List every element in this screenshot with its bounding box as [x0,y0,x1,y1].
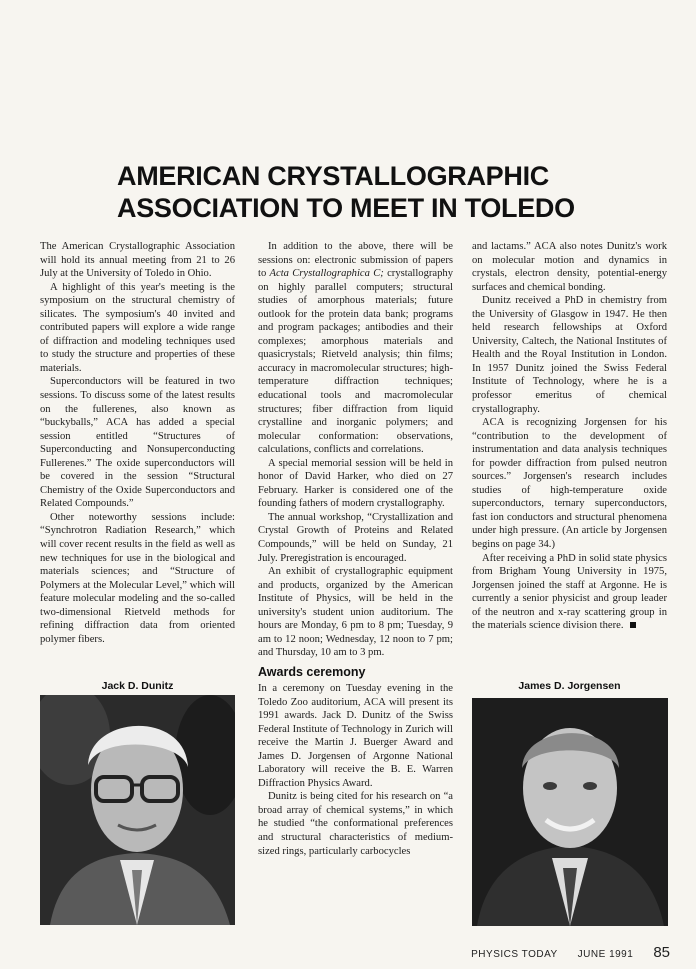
paragraph: Superconductors will be featured in two sessions. To discuss some of the latest results on the fullerenes, also known as “buckyballs,” ACA has added a special session entitled “Structures of Superconducting and Nonsuperconducting Fullerenes.” The oxide superconductors will be covered in the session “Structural Chemistry of the Oxide Superconductors and Related Compounds.” [40,376,235,510]
page-number: 85 [653,944,670,961]
column-3 [472,240,667,633]
text-run: In addition to the above, there will be sessions on: electronic submission of papers to [258,241,453,280]
text-run: crystallography on highly parallel computers; structural studies of amorphous materials; future outlook for the protein data bank; programs and program packages; antibodies and their complexes; amorphous materials and quasicrystals; Rietveld analysis; thin films; accuracy in macromolecular structures; high-temperature diffraction techniques; educational tools and macromolecular structures; fiber diffraction from liquid crystalline and inorganic polymers; and molecular conformation: observations, calculations, conflicts and correlations. [258,268,453,456]
portrait-photo-dunitz [40,695,235,925]
paragraph: In a ceremony on Tuesday evening in the Toledo Zoo auditorium, ACA will present its 1991 awards. Jack D. Dunitz of the Swiss Federal Institute of Technology in Zurich will receive the Martin J. Buerger Award and James D. Jorgensen of Argonne National Laboratory will receive the B. E. Warren Diffraction Physics Award. [258,682,453,789]
column-1 [40,240,235,646]
portrait-jorgensen-icon [472,698,668,926]
journal-title: Acta Crystallographica C; [269,268,384,280]
paragraph: The American Crystallographic Association will hold its annual meeting from 21 to 26 July at the University of Toledo in Ohio. [40,241,235,280]
photo-caption-jorgensen: James D. Jorgensen [518,680,621,692]
text-run: After receiving a PhD in solid state physics from Brigham Young University in 1975, Jorgensen joined the staff at Argonne. He is currently a senior physicist and group leader of the neutron and x-ray scattering group in the materials science division there. [472,552,667,632]
paragraph: and lactams.” ACA also notes Dunitz's work on molecular motion and dynamics in crystals, electron density, potential-energy surfaces and chemical bonding. [472,241,667,293]
headline-line-2: ASSOCIATION TO MEET IN TOLEDO [117,193,575,223]
paragraph: ACA is recognizing Jorgensen for his “contribution to the development of instrumentation and data analysis techniques for powder diffraction from pulsed neutron sources.” Jorgensen's research includes studies of high-temperature oxide superconductors, ternary superconductors, fast ion conductors and structural phenomena under high pressure. (An article by Jorgensen begins on page 34.) [472,417,667,551]
paragraph: A special memorial session will be held in honor of David Harker, who died on 27 February. Harker is considered one of the founding fathers of modern crystallography. [258,457,453,510]
article-headline [117,160,587,224]
magazine-name: PHYSICS TODAY [471,949,558,960]
photo-caption-dunitz: Jack D. Dunitz [101,680,174,692]
section-subhead: Awards ceremony [258,664,366,679]
paragraph: Dunitz received a PhD in chemistry from the University of Glasgow in 1947. He then held research fellowships at Oxford University, Caltech, the National Institutes of Health and the Royal Institution in London. In 1957 Dunitz joined the Swiss Federal Institute of Technology, where he is a professor emeritus of chemical crystallography. [472,295,667,415]
paragraph [472,552,667,633]
portrait-photo-jorgensen [472,698,668,926]
column-2 [258,240,453,858]
paragraph [258,240,453,457]
paragraph: A highlight of this year's meeting is the symposium on the structural chemistry of silicates. The symposium's 40 invited and contributed papers will explore a wide range of diffraction and modeling techniques used to study the structure and properties of these materials. [40,281,235,374]
paragraph: The annual workshop, “Crystallization and Crystal Growth of Proteins and Related Compounds,” will be held on Sunday, 21 July. Preregistration is encouraged. [258,511,453,564]
portrait-dunitz-icon [40,695,235,925]
paragraph: Other noteworthy sessions include: “Synchrotron Radiation Research,” which will cover recent results in the field as well as new techniques for use in the biological and materials sciences; and “Structure of Polymers at the Molecular Level,” which will feature molecular modeling and the so-called two-dimensional Rietveld methods for refining diffraction data from oriented polymer fibers. [40,511,235,645]
issue-date: JUNE 1991 [577,949,634,960]
page-footer [470,944,670,961]
paragraph: Dunitz is being cited for his research on “a broad array of chemical systems,” in which he studied “the conformational preferences and structural characteristics of medium-sized rings, particularly carbocycles [258,791,453,857]
headline-line-1: AMERICAN CRYSTALLOGRAPHIC [117,161,549,191]
paragraph: An exhibit of crystallographic equipment and products, organized by the American Institute of Physics, will be held in the university's student union auditorium. The hours are Monday, 6 pm to 8 pm; Tuesday, 9 am to 12 noon; Wednesday, 12 noon to 7 pm; and Thursday, 10 am to 3 pm. [258,566,453,659]
end-mark-icon [630,622,636,628]
